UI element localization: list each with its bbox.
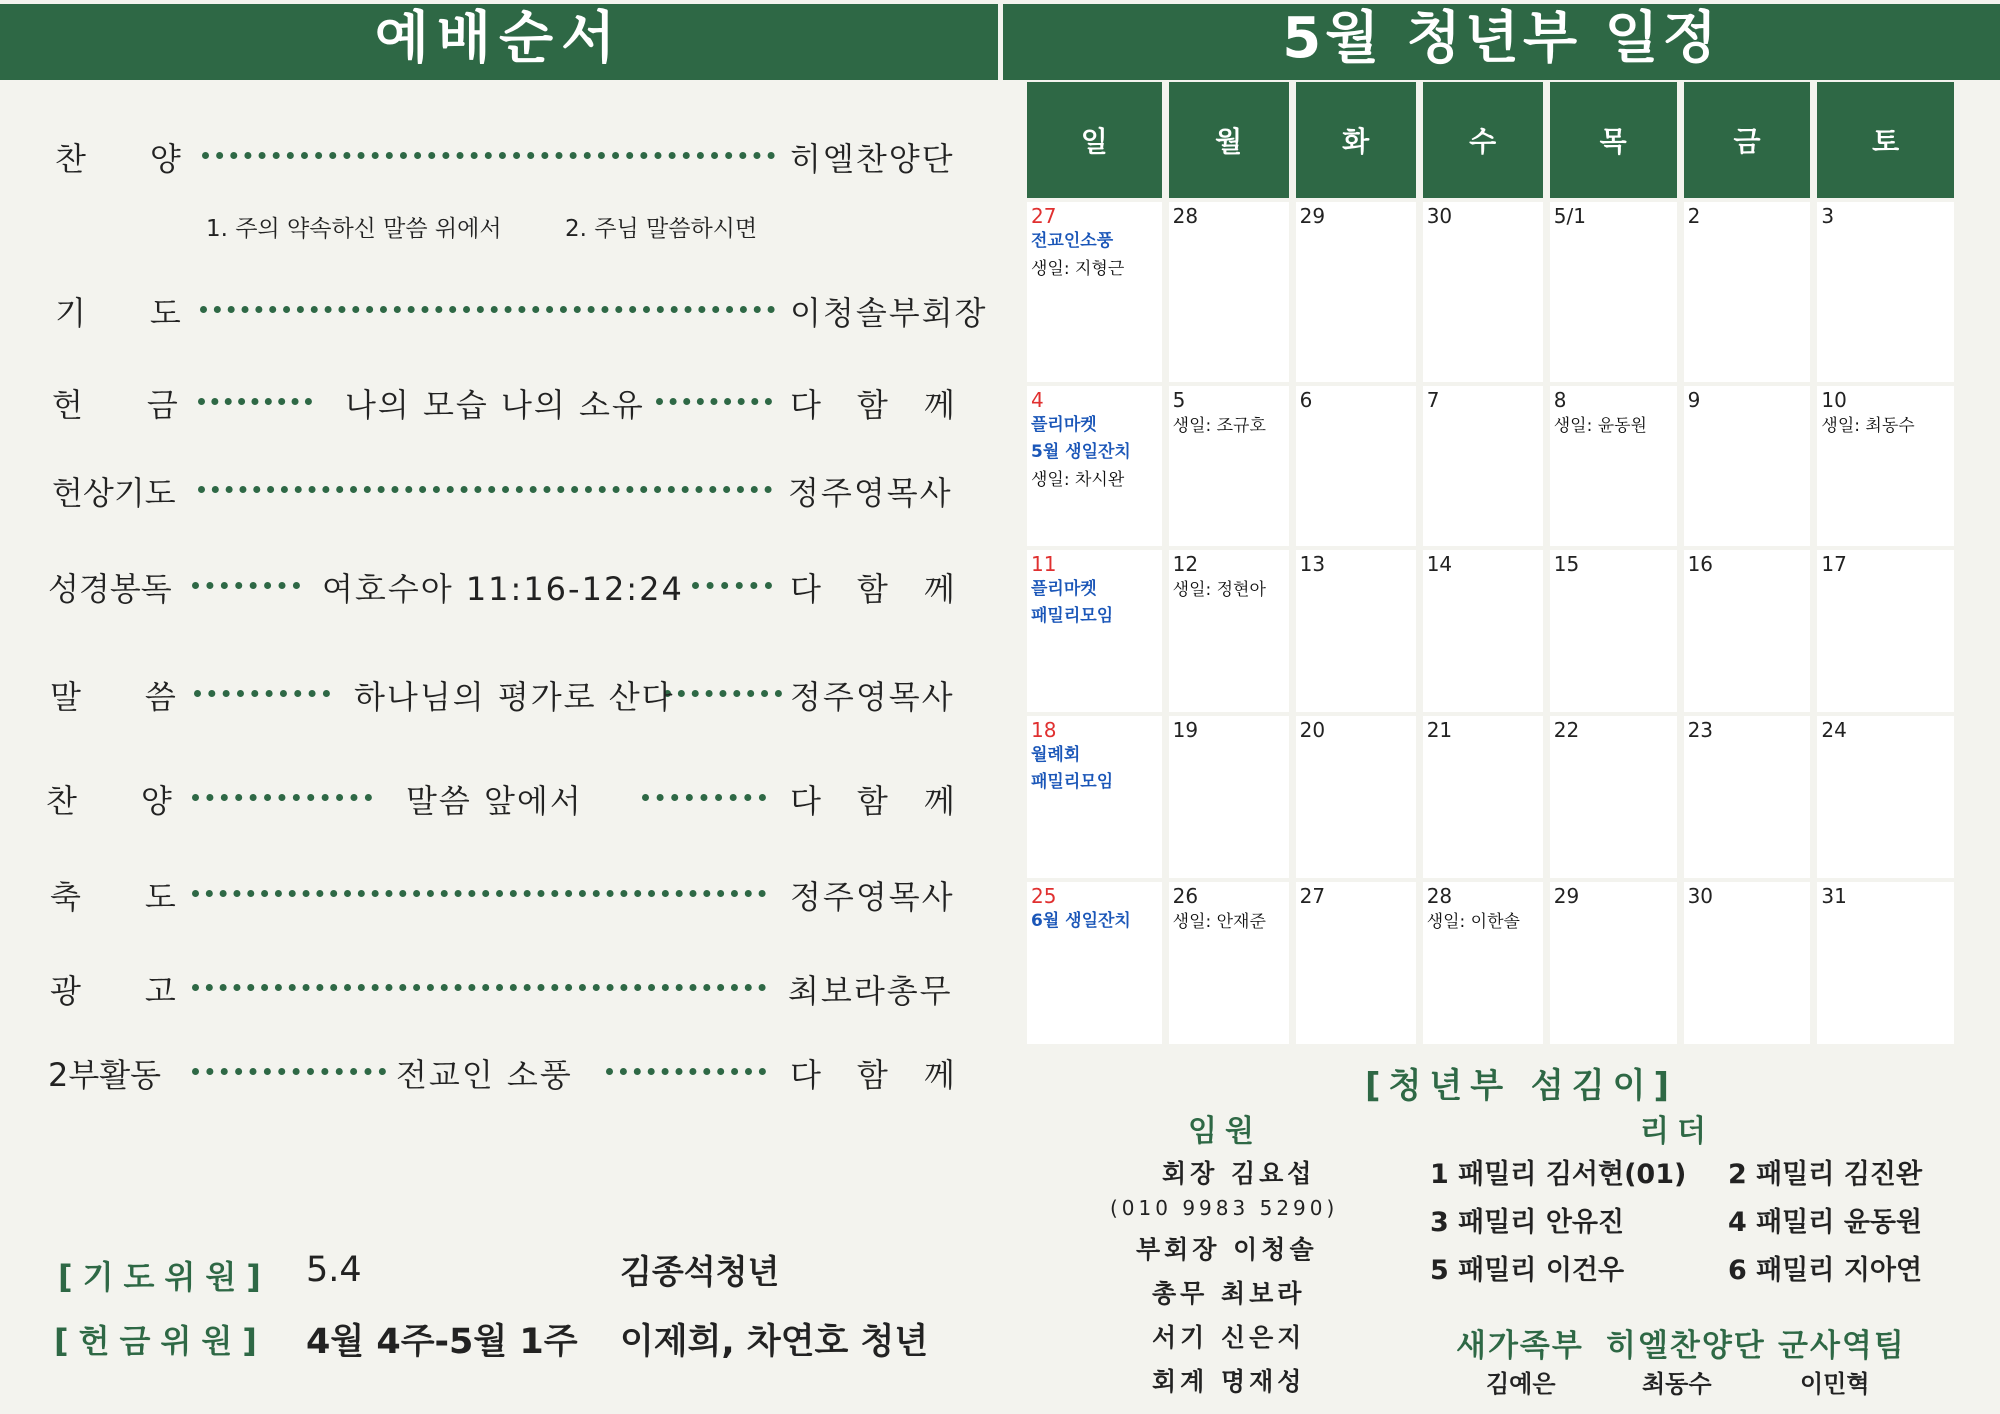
order-label: 기 도 <box>55 294 181 332</box>
order-label: 헌상기도 <box>52 474 176 512</box>
calendar-day <box>1817 716 1954 878</box>
day-number: 7 <box>1426 388 1440 412</box>
calendar-day <box>1296 386 1416 546</box>
calendar-day <box>1684 386 1811 546</box>
officer-treasurer: 회계 명재성 <box>1152 1367 1306 1396</box>
order-detail: 전교인 소풍 <box>396 1056 573 1094</box>
schedule-header: 5월 청년부 일정 <box>1003 4 2000 80</box>
order-row <box>0 666 990 716</box>
team-newcomer-person: 김예은 <box>1486 1370 1556 1398</box>
praise-song-2: 2. 주님 말씀하시면 <box>565 216 758 242</box>
day-number: 6 <box>1299 388 1313 412</box>
order-detail: 나의 모습 나의 소유 <box>345 386 645 424</box>
officer-phone: (010 9983 5290) <box>1110 1196 1339 1220</box>
order-label: 광 고 <box>50 972 176 1010</box>
order-detail: 여호수아 11:16-12:24 <box>322 570 684 608</box>
day-number: 4 <box>1031 388 1044 412</box>
day-number: 10 <box>1821 388 1847 412</box>
team-military: 군사역팀 <box>1778 1328 1906 1364</box>
calendar-day <box>1423 386 1543 546</box>
calendar-event: 6월 생일잔치 <box>1031 911 1131 931</box>
order-label: 축 도 <box>50 878 176 916</box>
day-number: 16 <box>1687 552 1714 576</box>
offering-committee-date: 4월 4주-5월 1주 <box>306 1322 578 1362</box>
order-leader: 히엘찬양단 <box>790 140 955 178</box>
day-number: 24 <box>1821 718 1847 742</box>
calendar-day <box>1817 550 1954 712</box>
dotted-leader <box>642 794 766 801</box>
calendar-day <box>1027 550 1162 712</box>
weekday-label: 토 <box>1817 82 1954 198</box>
leaders-title: 리더 <box>1640 1114 1714 1149</box>
day-number: 18 <box>1031 718 1057 742</box>
birthday-note: 생일: 안재준 <box>1172 912 1266 932</box>
calendar-day <box>1296 202 1416 382</box>
order-row <box>0 374 990 424</box>
calendar-day <box>1169 386 1289 546</box>
day-number: 31 <box>1821 884 1847 908</box>
day-number: 26 <box>1172 884 1199 908</box>
leader-family-1: 1 패밀리 김서현(01) <box>1430 1159 1687 1190</box>
order-leader: 다 함 께 <box>790 782 957 820</box>
prayer-committee-date: 5.4 <box>306 1250 362 1290</box>
calendar-day <box>1684 716 1811 878</box>
order-row <box>0 960 990 1010</box>
day-number: 5 <box>1172 388 1186 412</box>
officer-president: 회장 김요섭 <box>1162 1159 1316 1188</box>
dotted-leader <box>606 1068 766 1075</box>
team-military-person: 이민혁 <box>1800 1370 1870 1398</box>
order-leader: 정주영목사 <box>788 474 953 512</box>
team-praise: 히엘찬양단 <box>1606 1328 1766 1364</box>
calendar-day <box>1550 550 1677 712</box>
calendar-event: 패밀리모임 <box>1031 772 1114 792</box>
calendar-week <box>1027 550 1961 712</box>
day-number: 30 <box>1426 204 1453 228</box>
order-label: 말 씀 <box>50 678 176 716</box>
day-number: 2 <box>1687 204 1701 228</box>
team-newcomer: 새가족부 <box>1456 1328 1584 1364</box>
calendar-day <box>1684 882 1811 1044</box>
order-row <box>0 282 990 332</box>
calendar-day <box>1423 550 1543 712</box>
birthday-note: 생일: 지형근 <box>1031 259 1125 279</box>
weekday-label: 수 <box>1423 82 1543 198</box>
order-label: 찬 양 <box>46 782 172 820</box>
calendar-week <box>1027 386 1961 546</box>
may-calendar <box>1027 82 1961 1044</box>
calendar-event: 패밀리모임 <box>1031 606 1114 626</box>
calendar-day <box>1817 386 1954 546</box>
day-number: 3 <box>1821 204 1835 228</box>
offering-committee-name: 이제희, 차연호 청년 <box>620 1322 929 1362</box>
calendar-day <box>1423 202 1543 382</box>
dotted-leader <box>192 984 766 991</box>
day-number: 12 <box>1172 552 1199 576</box>
praise-song-1: 1. 주의 약속하신 말씀 위에서 <box>206 216 502 242</box>
day-number: 13 <box>1299 552 1326 576</box>
order-leader: 최보라총무 <box>788 972 953 1010</box>
calendar-event: 플리마켓 <box>1031 415 1097 435</box>
order-leader: 정주영목사 <box>790 678 955 716</box>
order-leader: 정주영목사 <box>790 878 955 916</box>
calendar-event: 전교인소풍 <box>1031 231 1114 251</box>
calendar-week <box>1027 202 1961 382</box>
day-number: 5/1 <box>1553 204 1586 228</box>
day-number: 29 <box>1553 884 1580 908</box>
dotted-leader <box>202 152 775 159</box>
day-number: 8 <box>1553 388 1567 412</box>
order-row <box>0 866 990 916</box>
calendar-day <box>1027 386 1162 546</box>
weekday-label: 화 <box>1296 82 1416 198</box>
leader-family-4: 4 패밀리 윤동원 <box>1728 1207 1923 1238</box>
calendar-event: 월례회 <box>1031 745 1081 765</box>
calendar-week <box>1027 716 1961 878</box>
day-number: 21 <box>1426 718 1453 742</box>
officer-vice-president: 부회장 이청솔 <box>1136 1235 1318 1264</box>
dotted-leader <box>656 398 772 405</box>
officer-secretary-general: 총무 최보라 <box>1152 1279 1306 1308</box>
leader-family-2: 2 패밀리 김진완 <box>1728 1159 1923 1190</box>
order-label: 2부활동 <box>48 1056 162 1094</box>
day-number: 27 <box>1031 204 1057 228</box>
order-leader: 이청솔부회장 <box>790 294 988 332</box>
day-number: 27 <box>1299 884 1326 908</box>
birthday-note: 생일: 최동수 <box>1821 416 1915 436</box>
leader-family-6: 6 패밀리 지아연 <box>1728 1255 1923 1286</box>
calendar-day <box>1169 882 1289 1044</box>
officer-clerk: 서기 신은지 <box>1152 1323 1306 1352</box>
calendar-day <box>1169 550 1289 712</box>
order-leader: 다 함 께 <box>790 1056 957 1094</box>
calendar-day <box>1296 550 1416 712</box>
birthday-note: 생일: 정현아 <box>1172 580 1266 600</box>
offering-committee-label: [헌금위원] <box>54 1322 267 1360</box>
birthday-note: 생일: 윤동원 <box>1553 416 1647 436</box>
order-row <box>0 770 990 820</box>
order-header: 예배순서 <box>0 4 998 80</box>
calendar-event: 플리마켓 <box>1031 579 1097 599</box>
day-number: 20 <box>1299 718 1326 742</box>
leader-family-5: 5 패밀리 이건우 <box>1430 1255 1625 1286</box>
calendar-day <box>1684 550 1811 712</box>
team-praise-person: 최동수 <box>1642 1370 1712 1398</box>
calendar-day <box>1423 716 1543 878</box>
order-leader: 다 함 께 <box>790 386 957 424</box>
weekday-label: 목 <box>1550 82 1677 198</box>
order-label: 찬 양 <box>55 140 181 178</box>
calendar-week <box>1027 882 1961 1044</box>
calendar-event: 5월 생일잔치 <box>1031 442 1131 462</box>
order-detail: 하나님의 평가로 산다 <box>354 678 675 716</box>
calendar-day <box>1550 386 1677 546</box>
day-number: 14 <box>1426 552 1453 576</box>
day-number: 11 <box>1031 552 1057 576</box>
order-row <box>0 462 990 512</box>
calendar-day <box>1027 716 1162 878</box>
dotted-leader <box>692 582 772 589</box>
calendar-day <box>1296 882 1416 1044</box>
calendar-day <box>1423 882 1543 1044</box>
calendar-day <box>1817 882 1954 1044</box>
dotted-leader <box>198 398 312 405</box>
dotted-leader <box>664 690 782 697</box>
weekday-label: 일 <box>1027 82 1162 198</box>
weekday-label: 금 <box>1684 82 1811 198</box>
day-number: 30 <box>1687 884 1714 908</box>
order-row <box>0 558 990 608</box>
calendar-body <box>1027 202 1961 1044</box>
day-number: 22 <box>1553 718 1580 742</box>
prayer-committee-name: 김종석청년 <box>620 1252 780 1291</box>
day-number: 29 <box>1299 204 1326 228</box>
order-row <box>0 1044 990 1094</box>
calendar-day <box>1550 202 1677 382</box>
calendar-day <box>1027 202 1162 382</box>
officers-title: 임원 <box>1188 1114 1262 1149</box>
order-label: 성경봉독 <box>48 570 172 608</box>
prayer-committee-label: [기도위원] <box>58 1258 271 1296</box>
day-number: 17 <box>1821 552 1847 576</box>
order-row <box>0 128 990 178</box>
day-number: 25 <box>1031 884 1057 908</box>
day-number: 28 <box>1172 204 1199 228</box>
day-number: 9 <box>1687 388 1701 412</box>
calendar-day <box>1296 716 1416 878</box>
weekday-label: 월 <box>1169 82 1289 198</box>
birthday-note: 생일: 이한솔 <box>1426 912 1520 932</box>
birthday-note: 생일: 조규호 <box>1172 416 1266 436</box>
dotted-leader <box>192 794 372 801</box>
dotted-leader <box>192 582 300 589</box>
order-leader: 다 함 께 <box>790 570 957 608</box>
dotted-leader <box>194 690 330 697</box>
dotted-leader <box>200 306 775 313</box>
calendar-day <box>1169 202 1289 382</box>
calendar-day <box>1027 882 1162 1044</box>
calendar-day <box>1169 716 1289 878</box>
order-label: 헌 금 <box>52 386 178 424</box>
day-number: 15 <box>1553 552 1580 576</box>
day-number: 23 <box>1687 718 1714 742</box>
dotted-leader <box>198 486 772 493</box>
calendar-day <box>1550 882 1677 1044</box>
staff-title: [청년부 섬김이] <box>1365 1066 1677 1106</box>
leader-family-3: 3 패밀리 안유진 <box>1430 1207 1625 1238</box>
day-number: 28 <box>1426 884 1453 908</box>
order-detail: 말씀 앞에서 <box>406 782 583 820</box>
calendar-day <box>1684 202 1811 382</box>
calendar-day <box>1817 202 1954 382</box>
dotted-leader <box>192 890 766 897</box>
day-number: 19 <box>1172 718 1199 742</box>
birthday-note: 생일: 차시완 <box>1031 470 1125 490</box>
weekday-header-row <box>1027 82 1961 198</box>
calendar-day <box>1550 716 1677 878</box>
dotted-leader <box>192 1068 386 1075</box>
